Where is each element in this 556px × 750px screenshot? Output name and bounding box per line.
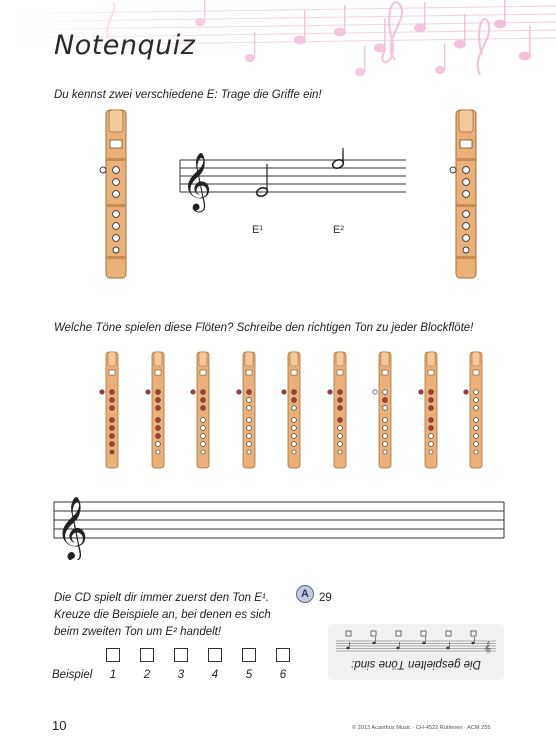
example-number-1: 1 xyxy=(109,669,117,681)
example-6 xyxy=(276,648,290,681)
answer-box-text: Die gespielten Töne sind: xyxy=(351,658,481,670)
example-checkbox-2[interactable] xyxy=(140,648,154,662)
instruction-cd-line2: Kreuze die Beispiele an, bei denen es sich xyxy=(54,609,271,621)
staff-e-notes xyxy=(178,148,408,223)
example-number-4: 4 xyxy=(211,669,219,681)
examples-row xyxy=(106,648,296,688)
example-3 xyxy=(174,648,188,681)
instruction-fingering: Du kennst zwei verschiedene E: Trage die Griffe ein! xyxy=(54,89,322,101)
example-number-6: 6 xyxy=(279,669,287,681)
example-checkbox-1[interactable] xyxy=(106,648,120,662)
upside-down-answer-box xyxy=(328,624,504,680)
example-2 xyxy=(140,648,154,681)
recorder-4 xyxy=(235,350,259,470)
svg-text:𝄞: 𝄞 xyxy=(56,496,88,559)
answer-staff xyxy=(52,488,506,565)
instruction-cd-line3: beim zweiten Ton um E² handelt! xyxy=(54,626,222,638)
svg-text:𝄞: 𝄞 xyxy=(182,152,212,210)
recorder-row xyxy=(98,350,498,472)
cd-track-icon-letter: A xyxy=(301,588,309,600)
instruction-cd-line1: Die CD spielt dir immer zuerst den Ton E¹. xyxy=(54,592,269,604)
example-4 xyxy=(208,648,222,681)
recorder-3 xyxy=(189,350,213,470)
cd-track-number: 29 xyxy=(319,592,332,604)
page-title: Notenquiz xyxy=(54,30,196,61)
instruction-identify-notes: Welche Töne spielen diese Flöten? Schreibe den richtigen Ton zu jeder Blockflöte! xyxy=(54,322,474,334)
example-checkbox-5[interactable] xyxy=(242,648,256,662)
recorder-8 xyxy=(417,350,441,470)
recorder-7 xyxy=(371,350,395,470)
cd-track-icon xyxy=(296,585,314,603)
recorder-right-blank xyxy=(448,106,488,289)
recorder-5 xyxy=(280,350,304,470)
note-label-e2: E² xyxy=(333,224,344,236)
example-number-3: 3 xyxy=(177,669,185,681)
note-label-e1: E¹ xyxy=(252,224,263,236)
copyright: © 2013 Acanthus Music · CH-4522 Rüttenen · ACM 255 xyxy=(352,725,491,731)
example-5 xyxy=(242,648,256,681)
page-number: 10 xyxy=(52,718,67,733)
example-checkbox-3[interactable] xyxy=(174,648,188,662)
instruction-cd xyxy=(54,590,271,641)
recorder-2 xyxy=(144,350,168,470)
recorder-9 xyxy=(462,350,486,470)
beispiel-label: Beispiel xyxy=(52,669,93,681)
svg-text:𝄞: 𝄞 xyxy=(484,641,492,654)
example-1 xyxy=(106,648,120,681)
recorder-left-blank xyxy=(98,106,138,289)
example-number-2: 2 xyxy=(143,669,151,681)
example-checkbox-4[interactable] xyxy=(208,648,222,662)
example-number-5: 5 xyxy=(245,669,253,681)
recorder-6 xyxy=(326,350,350,470)
recorder-1 xyxy=(98,350,122,470)
example-checkbox-6[interactable] xyxy=(276,648,290,662)
